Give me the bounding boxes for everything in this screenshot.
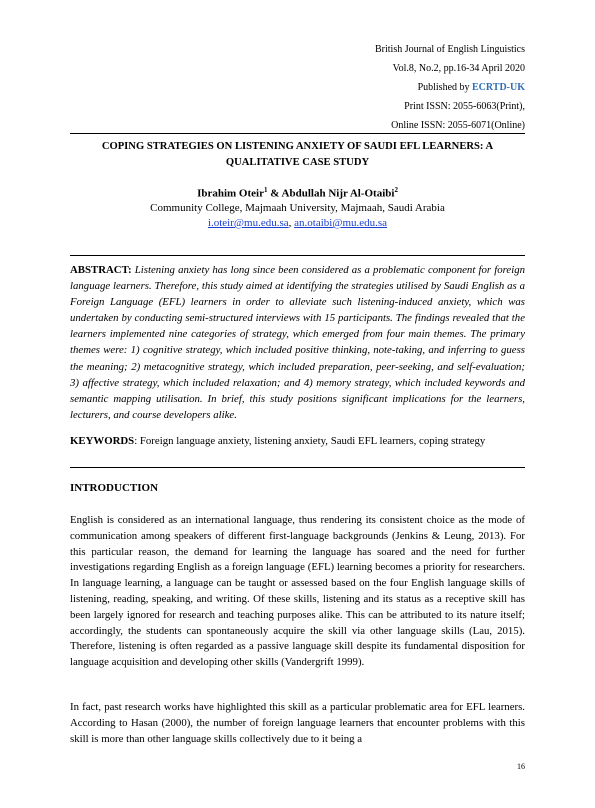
keywords-divider	[70, 467, 525, 468]
author-separator: &	[267, 187, 282, 200]
abstract-label: ABSTRACT:	[70, 264, 132, 276]
affiliation: Community College, Majmaah University, Majmaah, Saudi Arabia	[150, 202, 445, 214]
abstract	[70, 262, 525, 423]
publisher-line	[375, 78, 525, 97]
email-line	[70, 214, 525, 232]
author-2-affil: 2	[394, 186, 398, 194]
body-paragraph-1: English is considered as an international language, thus rendering its consistent choice as the mode of communication among speakers of different first-language backgrounds (Jenkins & Leung, 2013). For this particular reason, the demand for learning the language has soared and the need for further investigations regarding English as a foreign language (EFL) learning becomes a priority for researchers. In language learning, a language can be taught or assessed based on the four English language skills of listening, reading, speaking, and writing. Of these skills, listening and its status as a receptive skill has been largely ignored for research and teaching purposes alike. This can be attributed to its nature itself; accordingly, the students can spontaneously acquire the skill via other language skills (Lau, 2015). Therefore, listening is often regarded as a passive language skill despite its fundamental disposition for language acquisition and developing other skills (Vandergrift 1999).	[70, 514, 525, 669]
keywords-text: : Foreign language anxiety, listening anxiety, Saudi EFL learners, coping strategy	[134, 435, 486, 447]
online-issn: Online ISSN: 2055-6071(Online)	[391, 120, 525, 131]
email-link-1[interactable]: i.oteir@mu.edu.sa	[207, 217, 289, 229]
email-separator: ,	[288, 217, 295, 229]
author-1: Ibrahim Oteir	[197, 187, 264, 200]
publisher-link[interactable]: ECRTD-UK	[472, 82, 525, 93]
body-paragraph-2: In fact, past research works have highlighted this skill as a particular problematic area for EFL learners. According to Hasan (2000), the number of foreign language learners that encounter problems with this skill is more than other language skills collectively due to it being a	[70, 701, 525, 745]
journal-header	[375, 40, 525, 135]
published-by-label: Published by	[417, 82, 473, 93]
abstract-divider	[70, 255, 525, 256]
author-2: Abdullah Nijr Al-Otaibi	[281, 187, 395, 200]
email-link-2[interactable]: an.otaibi@mu.edu.sa	[294, 217, 388, 229]
header-divider	[70, 133, 525, 134]
print-issn: Print ISSN: 2055-6063(Print),	[404, 101, 525, 112]
section-heading-introduction: INTRODUCTION	[70, 482, 159, 494]
paper-title: COPING STRATEGIES ON LISTENING ANXIETY OF SAUDI EFL LEARNERS: A QUALITATIVE CASE STUDY	[101, 141, 494, 168]
keywords	[70, 433, 525, 449]
page-number: 16	[517, 762, 525, 771]
journal-volume: Vol.8, No.2, pp.16-34 April 2020	[392, 63, 525, 74]
keywords-label: KEYWORDS	[70, 435, 135, 447]
author-1-affil: 1	[263, 186, 268, 194]
abstract-text: Listening anxiety has long since been considered as a problematic component for foreign language learners. Therefore, this study aimed at identifying the strategies utilised by Saudi English as a Foreign Language (EFL) learners in order to alleviate such listening-induced anxiety, which was undertaken by conducting semi-structured interviews with 15 participants. The findings revealed that the learners implemented nine categories of strategy, which emerged from four main themes. The primary themes were: 1) cognitive strategy, which included positive thinking, note-taking, and inferring to guess the meaning; 2) metacognitive strategy, which included preparation, peer-seeking, and self-evaluation; 3) affective strategy, which included relaxation; and 4) memory strategy, which included keywords and semantic mapping utilisation. In brief, this study positions significant implications for the learners, lecturers, and course developers alike.	[70, 264, 525, 421]
journal-name: British Journal of English Linguistics	[375, 44, 525, 55]
